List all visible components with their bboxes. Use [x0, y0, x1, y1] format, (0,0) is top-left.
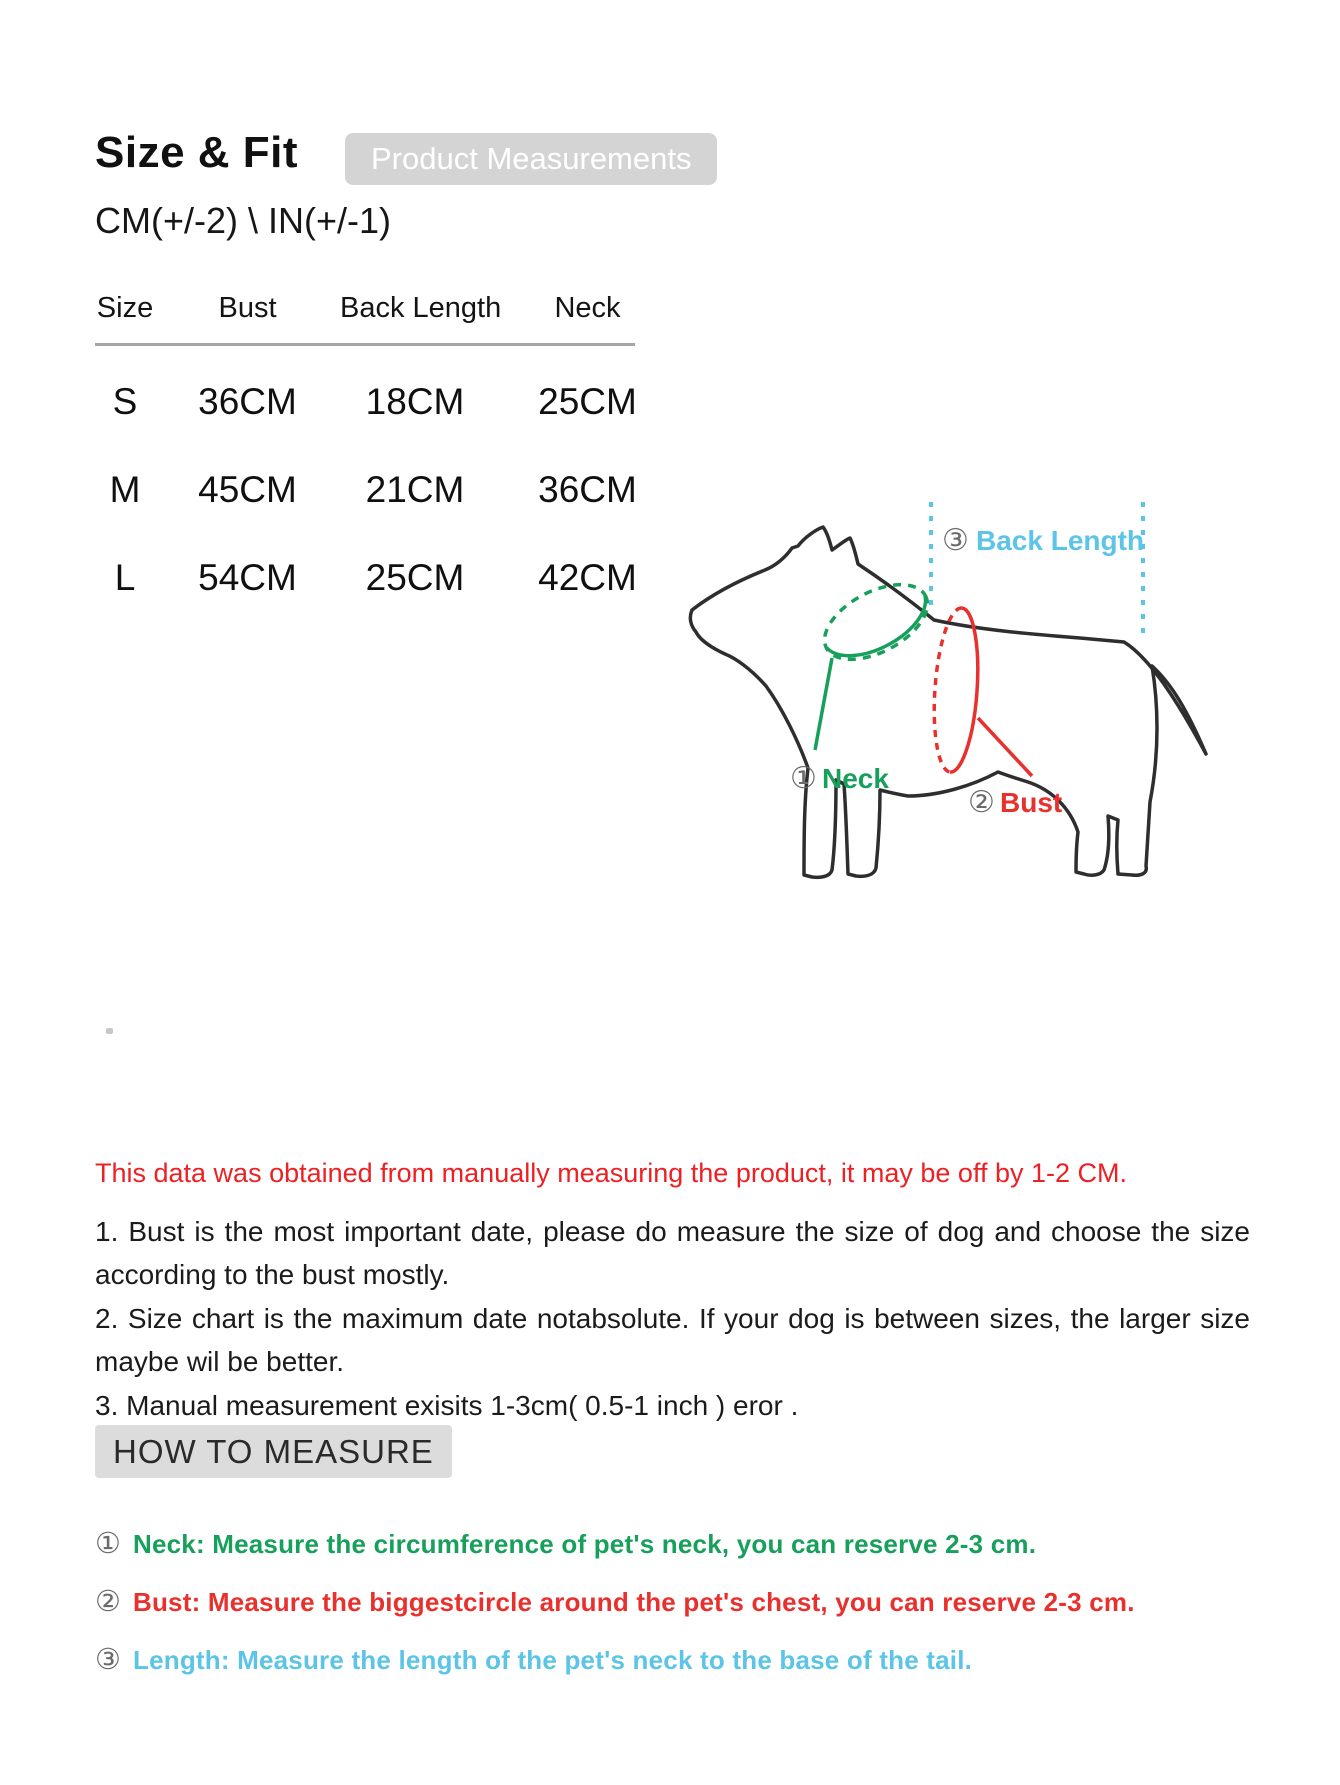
- col-header-bust: Bust: [218, 292, 277, 324]
- measure-step-bust: [95, 1584, 1295, 1618]
- size-table: [95, 292, 635, 598]
- size-table-header-row: [95, 292, 635, 346]
- bust-ellipse-dashed-arc: [934, 608, 962, 772]
- how-to-measure-heading: HOW TO MEASURE: [95, 1425, 452, 1478]
- bust-pointer-line: [978, 718, 1032, 776]
- dog-measurement-diagram: [680, 450, 1240, 900]
- cell-bust: 36CM: [198, 381, 297, 422]
- product-measurements-badge: Product Measurements: [345, 133, 717, 185]
- col-header-neck: Neck: [554, 292, 621, 324]
- step-number-circle: ③: [95, 1642, 121, 1676]
- note-2: 2. Size chart is the maximum date notabsolute. If your dog is between sizes, the larger size maybe wil be better.: [95, 1302, 1250, 1378]
- bust-number-circle: ②: [968, 785, 995, 820]
- cell-back-length: 25CM: [365, 557, 465, 598]
- size-notes: [95, 1210, 1250, 1427]
- bust-ellipse-solid-arc: [950, 608, 978, 772]
- neck-label: Neck: [822, 763, 889, 794]
- cell-neck: 36CM: [538, 469, 637, 510]
- cell-back-length: 21CM: [365, 469, 465, 510]
- table-row-m: [95, 470, 635, 510]
- dog-outline: [690, 527, 1206, 877]
- step-number-circle: ①: [95, 1526, 121, 1560]
- cell-size: S: [112, 381, 138, 422]
- cell-neck: 25CM: [538, 381, 637, 422]
- measurement-disclaimer: This data was obtained from manually measuring the product, it may be off by 1-2 CM.: [95, 1158, 1127, 1188]
- step-number-circle: ②: [95, 1584, 121, 1618]
- table-row-s: [95, 382, 635, 422]
- unit-tolerance-note: CM(+/-2) \ IN(+/-1): [95, 200, 392, 241]
- col-header-back-length: Back Length: [340, 292, 502, 324]
- step-text: Neck: Measure the circumference of pet's neck, you can reserve 2-3 cm.: [133, 1529, 1037, 1559]
- cell-back-length: 18CM: [365, 381, 465, 422]
- dog-diagram-svg: [680, 450, 1240, 900]
- page-title: Size & Fit: [95, 128, 299, 177]
- neck-ellipse-solid-arc: [827, 596, 925, 656]
- cell-bust: 54CM: [198, 557, 297, 598]
- table-row-l: [95, 558, 635, 598]
- neck-number-circle: ①: [790, 761, 817, 796]
- measure-steps: [95, 1526, 1295, 1700]
- cell-neck: 42CM: [538, 557, 637, 598]
- note-1: 1. Bust is the most important date, please do measure the size of dog and choose the size according to the bust mostly.: [95, 1216, 1250, 1291]
- cell-size: L: [114, 557, 136, 598]
- neck-pointer-line: [815, 658, 832, 750]
- cell-bust: 45CM: [198, 469, 297, 510]
- back-length-label: Back Length: [976, 525, 1145, 556]
- col-header-size: Size: [96, 292, 154, 324]
- step-text: Length: Measure the length of the pet's neck to the base of the tail.: [133, 1645, 973, 1675]
- stray-mark: [106, 1028, 113, 1034]
- back-length-number-circle: ③: [942, 523, 969, 558]
- bust-label: Bust: [1000, 787, 1063, 818]
- measure-step-neck: [95, 1526, 1295, 1560]
- measure-step-length: [95, 1642, 1295, 1676]
- cell-size: M: [109, 469, 141, 510]
- step-text: Bust: Measure the biggestcircle around the pet's chest, you can reserve 2-3 cm.: [133, 1587, 1135, 1617]
- note-3: 3. Manual measurement exisits 1-3cm( 0.5-1 inch ) eror .: [95, 1389, 799, 1421]
